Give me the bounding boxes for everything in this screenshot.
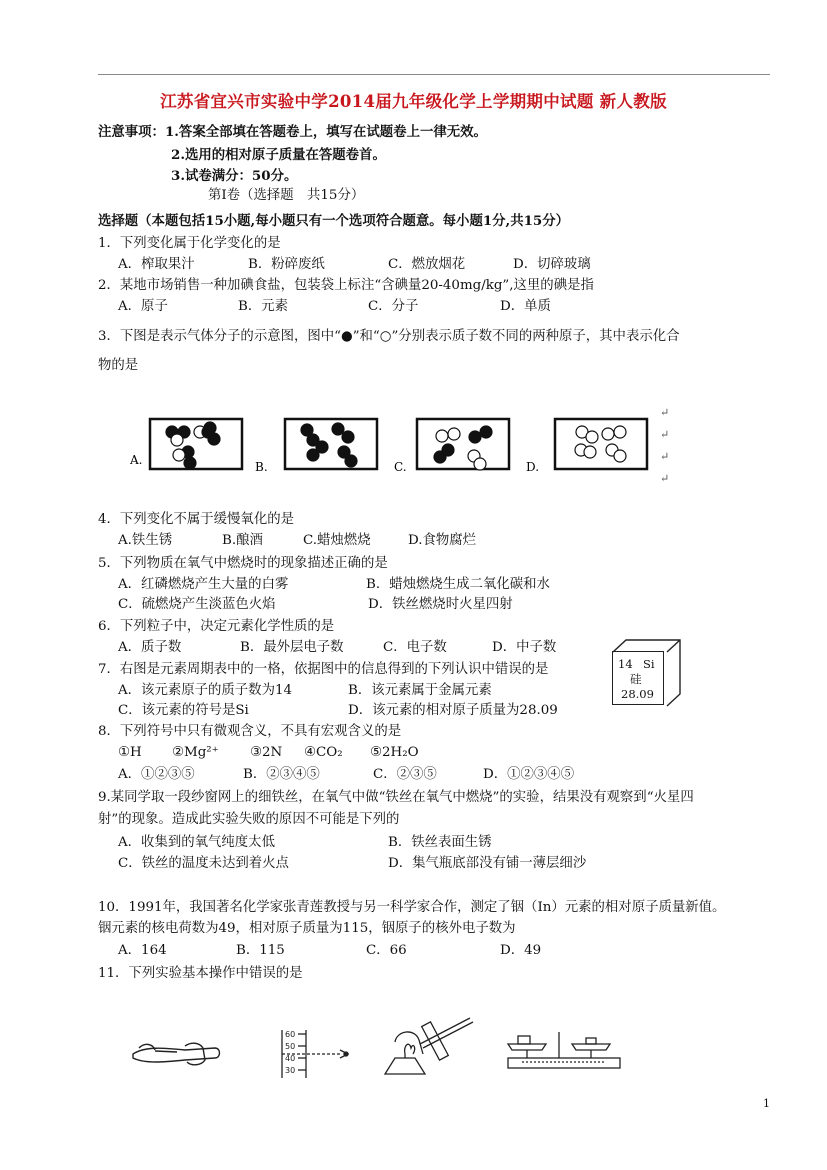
page-number: 1: [763, 1097, 770, 1110]
option: B．②③④⑤: [243, 767, 320, 782]
alcohol-lamp-heating-illustration: [375, 1014, 480, 1078]
question-stem: 3．下图是表示气体分子的示意图，图中“●”和“○”分别表示质子数不同的两种原子，其中表示化合: [98, 329, 680, 344]
option: B．该元素属于金属元素: [348, 683, 492, 698]
option: C.蜡烛燃烧: [303, 533, 371, 548]
notice-label: 注意事项：: [98, 124, 165, 140]
cylinder-tick: 30: [285, 1066, 296, 1075]
box-b: [285, 419, 377, 469]
symbol: ⑤2H₂O: [370, 745, 419, 760]
part-heading: 第Ⅰ卷（选择题 共15分）: [208, 188, 365, 203]
section-heading: 选择题（本题包括15小题,每小题只有一个选项符合题意。每小题1分,共15分）: [98, 213, 570, 229]
option: D．49: [500, 943, 542, 958]
option: A．红磷燃烧产生大量的白雾: [118, 577, 289, 592]
return-mark: ↵: [660, 472, 670, 485]
option: D．切碎玻璃: [513, 257, 591, 272]
element-symbol: Si: [643, 657, 655, 671]
option: D．集气瓶底部没有铺一薄层细沙: [388, 856, 587, 871]
question-stem: 1．下列变化属于化学变化的是: [98, 236, 281, 251]
option: A．①②③⑤: [118, 767, 195, 782]
question-stem: 7．右图是元素周期表中的一格，依据图中的信息得到的下列认识中错误的是: [98, 662, 549, 677]
periodic-table-cell: [612, 651, 664, 705]
question-stem-cont: 铟元素的核电荷数为49，相对原子质量为115，铟原子的核外电子数为: [98, 921, 516, 936]
option: B．元素: [238, 299, 289, 314]
option: A.铁生锈: [118, 533, 173, 548]
question-stem: 2．某地市场销售一种加碘食盐，包装袋上标注“含碘量20-40mg/kg”,这里的碘是指: [98, 278, 594, 293]
option: C．燃放烟花: [388, 257, 466, 272]
symbol: ②Mg²⁺: [172, 745, 219, 760]
notice-item: 2.选用的相对原子质量在答题卷首。: [171, 147, 386, 163]
option: A．该元素原子的质子数为14: [118, 683, 293, 698]
fig-label-b: B.: [255, 460, 268, 474]
question-stem: 4．下列变化不属于缓慢氧化的是: [98, 512, 294, 527]
option: A．原子: [118, 299, 168, 314]
molecule-diagrams: [130, 412, 690, 482]
option: A．质子数: [118, 640, 182, 655]
box-d: [555, 419, 647, 469]
option: D．中子数: [492, 640, 557, 655]
option: B.酿酒: [222, 533, 263, 548]
notice-item: 1.答案全部填在答题卷上，填写在试题卷上一律无效。: [164, 124, 487, 140]
fig-label-d: D.: [526, 460, 540, 474]
option: C．硫燃烧产生淡蓝色火焰: [118, 597, 276, 612]
balance-scale-illustration: [502, 1024, 632, 1074]
question-stem: 11．下列实验基本操作中错误的是: [98, 966, 303, 981]
option: B．粉碎废纸: [248, 257, 325, 272]
element-name: 硅: [630, 672, 642, 686]
option: D．①②③④⑤: [483, 767, 575, 782]
return-mark: ↵: [660, 406, 670, 419]
option: B．最外层电子数: [240, 640, 344, 655]
option: A．榨取果汁: [118, 257, 195, 272]
option: C．铁丝的温度未达到着火点: [118, 856, 289, 871]
question-stem-cont: 物的是: [98, 358, 139, 373]
symbol: ①H: [118, 745, 142, 760]
atomic-mass: 28.09: [621, 687, 654, 701]
option: B．115: [236, 943, 285, 958]
option: D．铁丝燃烧时火星四射: [368, 597, 513, 612]
option: A．164: [118, 943, 167, 958]
notice-item: 3.试卷满分：50分。: [171, 168, 298, 184]
option: D．该元素的相对原子质量为28.09: [348, 703, 558, 718]
test-tube-hands-illustration: [125, 1026, 225, 1076]
page-title: 江苏省宜兴市实验中学2014届九年级化学上学期期中试题 新人教版: [160, 92, 667, 111]
question-stem: 8．下列符号中只有微观含义，不具有宏观含义的是: [98, 724, 402, 739]
graduated-cylinder-illustration: [270, 1028, 360, 1078]
question-stem-cont: 射”的现象。造成此实验失败的原因不可能是下列的: [98, 812, 400, 827]
atomic-number: 14: [618, 657, 633, 671]
question-stem: 10．1991年，我国著名化学家张青莲教授与另一科学家合作，测定了铟（In）元素的相对原子质量新值。: [98, 900, 726, 915]
option: C．②③⑤: [373, 767, 437, 782]
question-stem: 6．下列粒子中，决定元素化学性质的是: [98, 619, 335, 634]
option: C．分子: [368, 299, 419, 314]
option: B．蜡烛燃烧生成二氧化碳和水: [366, 577, 550, 592]
return-mark: ↵: [660, 450, 670, 463]
fig-label-a: A.: [130, 453, 143, 467]
option: B．铁丝表面生锈: [388, 835, 492, 850]
molecule-figure-row: [130, 412, 690, 486]
header-rule: [98, 74, 770, 75]
fig-label-c: C.: [394, 460, 407, 474]
option: C．66: [366, 943, 407, 958]
cylinder-tick: 50: [285, 1042, 296, 1051]
option: C．该元素的符号是Si: [118, 703, 249, 718]
option: D．单质: [500, 299, 551, 314]
option: C．电子数: [383, 640, 447, 655]
option: A．收集到的氧气纯度太低: [118, 835, 275, 850]
notice-line-1: [98, 123, 487, 141]
return-mark: ↵: [660, 428, 670, 441]
box-c: [417, 419, 509, 469]
option: D.食物腐烂: [408, 533, 477, 548]
symbol: ④CO₂: [304, 745, 343, 760]
question-stem: 5．下列物质在氧气中燃烧时的现象描述正确的是: [98, 556, 388, 571]
cylinder-tick: 40: [285, 1054, 296, 1063]
cylinder-tick: 60: [285, 1030, 296, 1039]
symbol: ③2N: [250, 745, 283, 760]
question-stem: 9.某同学取一段纱窗网上的细铁丝，在氧气中做“铁丝在氧气中燃烧”的实验，结果没有观察到“火星四: [98, 790, 694, 805]
